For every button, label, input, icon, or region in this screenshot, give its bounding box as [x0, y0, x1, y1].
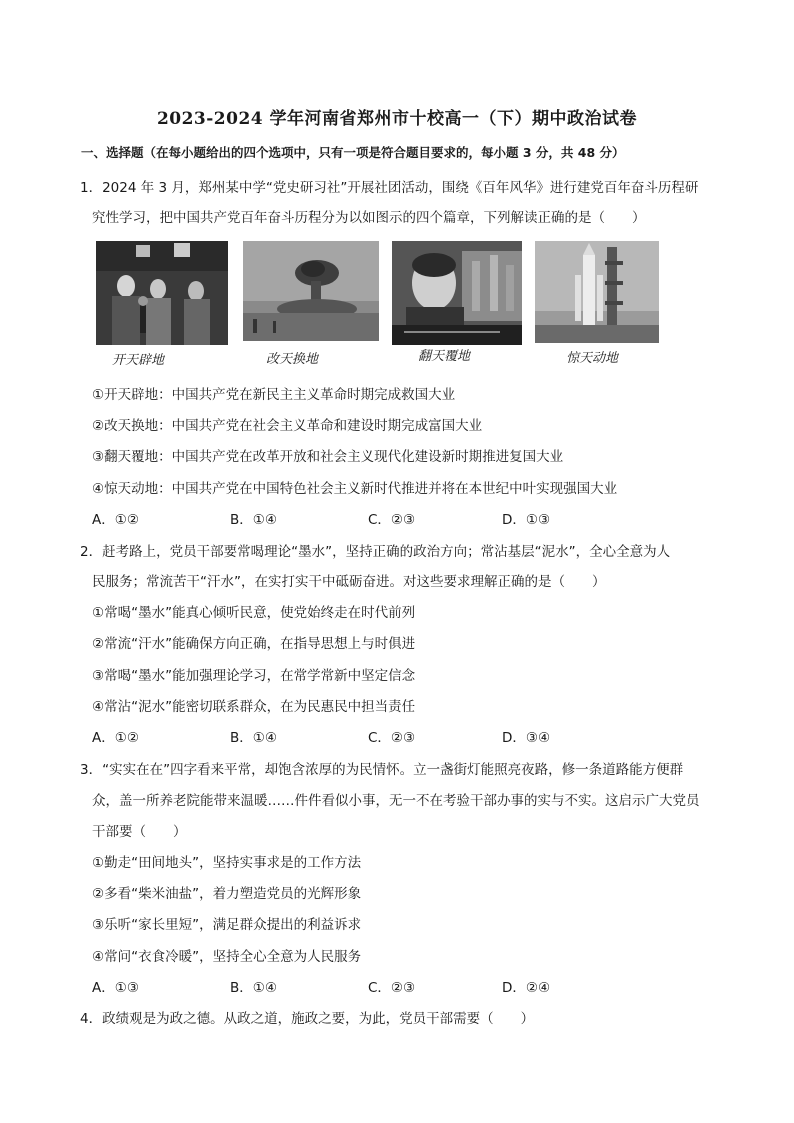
photo-founding-ceremony	[96, 241, 228, 345]
q2-option-b[interactable]: B．①④	[230, 730, 277, 746]
q4-stem-line1: 4．政绩观是为政之德。从政之道，施政之要，为此，党员干部需要（ ）	[80, 1011, 535, 1027]
page-title: 2023-2024 学年河南省郑州市十校高一（下）期中政治试卷	[156, 109, 638, 129]
q1-stem-line1: 1．2024 年 3 月，郑州某中学“党史研习社”开展社团活动，围绕《百年风华》进行建党百年奋斗历程研	[80, 180, 699, 196]
caption-4: 惊天动地	[566, 351, 619, 366]
caption-3: 翻天覆地	[418, 349, 471, 364]
q3-option-c[interactable]: C．②③	[368, 980, 416, 996]
q3-option-d[interactable]: D．②④	[502, 980, 551, 996]
q2-item-2: ②常流“汗水”能确保方向正确，在指导思想上与时俱进	[92, 636, 416, 652]
photo-reform-leader	[392, 241, 522, 345]
q1-option-a[interactable]: A．①②	[92, 512, 139, 528]
q1-option-c[interactable]: C．②③	[368, 512, 416, 528]
q2-option-a[interactable]: A．①②	[92, 730, 139, 746]
q1-item-1: ①开天辟地：中国共产党在新民主主义革命时期完成救国大业	[92, 387, 456, 403]
q2-item-1: ①常喝“墨水”能真心倾听民意，使党始终走在时代前列	[92, 605, 416, 621]
photo-rocket-launch	[535, 241, 659, 343]
q1-item-4: ④惊天动地：中国共产党在中国特色社会主义新时代推进并将在本世纪中叶实现强国大业	[92, 481, 618, 497]
q2-item-4: ④常沾“泥水”能密切联系群众，在为民惠民中担当责任	[92, 699, 416, 715]
q2-option-c[interactable]: C．②③	[368, 730, 416, 746]
q1-option-d[interactable]: D．①③	[502, 512, 551, 528]
q1-item-2: ②改天换地：中国共产党在社会主义革命和建设时期完成富国大业	[92, 418, 483, 434]
q2-item-3: ③常喝“墨水”能加强理论学习，在常学常新中坚定信念	[92, 668, 416, 684]
q1-stem-line2: 究性学习，把中国共产党百年奋斗历程分为以如图示的四个篇章，下列解读正确的是（ ）	[92, 210, 646, 226]
caption-1: 开天辟地	[112, 353, 165, 368]
q1-figure-row	[96, 241, 666, 371]
q2-stem-line1: 2．赶考路上，党员干部要常喝理论“墨水”，坚持正确的政治方向；常沾基层“泥水”，全心全意为人	[80, 544, 671, 560]
q1-option-b[interactable]: B．①④	[230, 512, 277, 528]
q3-stem-line3: 干部要（ ）	[92, 824, 187, 840]
q3-stem-line1: 3．“实实在在”四字看来平常，却饱含浓厚的为民情怀。立一盏街灯能照亮夜路，修一条道路能方便群	[80, 762, 684, 778]
q3-option-a[interactable]: A．①③	[92, 980, 139, 996]
q3-item-4: ④常问“衣食冷暖”，坚持全心全意为人民服务	[92, 949, 362, 965]
section-heading: 一、选择题（在每小题给出的四个选项中，只有一项是符合题目要求的，每小题 3 分，共 48 分）	[81, 145, 625, 160]
q3-option-b[interactable]: B．①④	[230, 980, 277, 996]
photo-nuclear-test	[243, 241, 379, 341]
q2-option-d[interactable]: D．③④	[502, 730, 551, 746]
q3-stem-line2: 众，盖一所养老院能带来温暖……件件看似小事，无一不在考验干部办事的实与不实。这启示广大党员	[92, 793, 700, 809]
q3-item-2: ②多看“柴米油盐”，着力塑造党员的光辉形象	[92, 886, 362, 902]
q1-item-3: ③翻天覆地：中国共产党在改革开放和社会主义现代化建设新时期推进复国大业	[92, 449, 564, 465]
q2-stem-line2: 民服务；常流苦干“汗水”，在实打实干中砥砺奋进。对这些要求理解正确的是（ ）	[92, 574, 606, 590]
q3-item-3: ③乐听“家长里短”，满足群众提出的利益诉求	[92, 917, 362, 933]
q3-item-1: ①勤走“田间地头”，坚持实事求是的工作方法	[92, 855, 362, 871]
caption-2: 改天换地	[266, 352, 319, 367]
